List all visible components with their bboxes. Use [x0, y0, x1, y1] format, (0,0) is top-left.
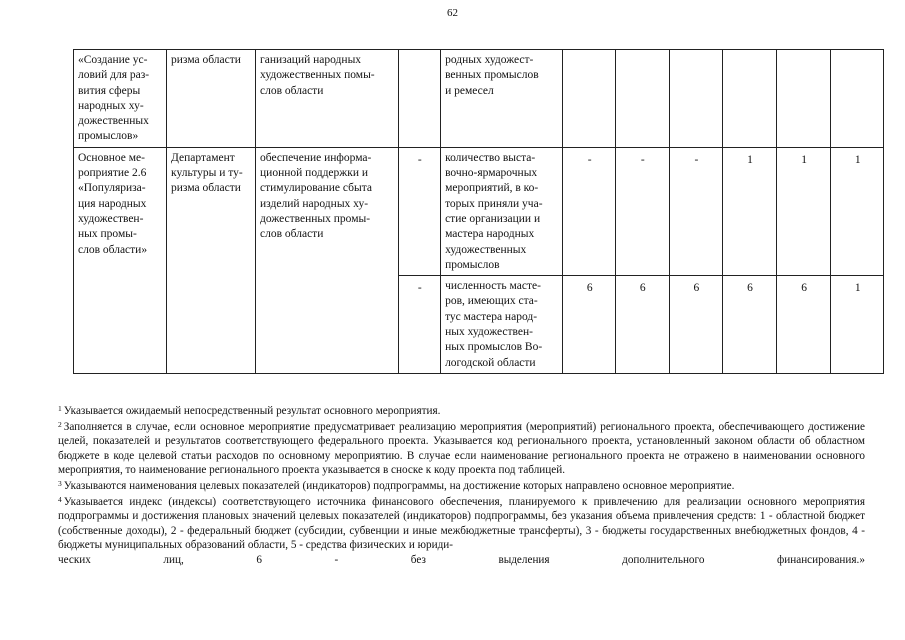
- cell-line: промыслов: [445, 258, 500, 271]
- word: дополнительного: [622, 553, 705, 566]
- result-cell: [256, 50, 399, 148]
- cell-line: ных промы-: [78, 228, 137, 241]
- value-cell: 1: [776, 147, 831, 275]
- cell-line: художественных помы-: [260, 69, 375, 82]
- value-cell: -: [616, 147, 670, 275]
- value-cell: [616, 50, 670, 148]
- cell-line: торых приняли уча-: [445, 197, 543, 210]
- measures-table: [73, 49, 884, 374]
- footnote-text: Заполняется в случае, если основное мероприятие предусматривает реализацию мероприятия (мероприятий) регионального проекта, обеспечивающего достижение целей, показателей и результатов соответствующего федерального проекта. Указывается код регионального проекта, установленный законом области об областном бюджете в коде целевой статьи расходов по основному мероприятию. В случае если наименование регионального проекта не отражено в наименовании основного мероприятия, то наименование регионального проекта указывается в сноске к коду проекта под таблицей.: [58, 420, 865, 477]
- footnote-text: Указывается индекс (индексы) соответствующего источника финансового обеспечения, планируемого к привлечению для реализации основного мероприятия подпрограммы и достижения плановых значений целевых показателей (индикаторов) подпрограммы, без указания объема привлечения средств: 1 - областной бюджет (собственные доходы), 2 - федеральный бюджет (субсидии, субвенции и иные межбюджетные трансферты), 3 - бюджеты государственных внебюджетных фондов, 4 - бюджеты муниципальных образований области, 5 - средства физических и юриди-: [58, 495, 865, 552]
- cell-line: художественных: [445, 243, 527, 256]
- value-cell: 1: [723, 147, 777, 275]
- cell-line: слов области: [260, 228, 324, 241]
- value-cell: [669, 50, 723, 148]
- cell-line: «Популяриза-: [78, 182, 146, 195]
- cell-line: дожественных промы-: [260, 212, 371, 225]
- footnote-text: Указываются наименования целевых показателей (индикаторов) подпрограммы, на достижение которых направлено основное мероприятие.: [63, 479, 735, 492]
- cell-line: Департамент: [171, 151, 235, 164]
- table-row-event-2-6: [74, 147, 884, 275]
- indicator-cell: [441, 147, 563, 275]
- cell-line: ционной поддержки и: [260, 167, 369, 180]
- word: выделения: [498, 553, 550, 566]
- word: без: [410, 553, 426, 566]
- cell-line: обеспечение информа-: [260, 151, 372, 164]
- cell-line: стие организации и: [445, 212, 541, 225]
- regional-project-cell: -: [398, 147, 440, 275]
- event-cell: [74, 147, 167, 373]
- cell-line: стимулирование сбыта: [260, 182, 372, 195]
- footnote-1: [58, 404, 865, 419]
- regional-project-cell: -: [398, 276, 440, 374]
- cell-line: и ремесел: [445, 84, 494, 97]
- word: ческих: [58, 553, 91, 566]
- cell-line: изделий народных ху-: [260, 197, 369, 210]
- regional-project-cell: [398, 50, 440, 148]
- footnote-3: [58, 479, 865, 494]
- indicator-cell: [441, 276, 563, 374]
- indicator-cell: [441, 50, 563, 148]
- cell-line: ция народных: [78, 197, 147, 210]
- event-cell: [74, 50, 167, 148]
- value-cell: -: [563, 147, 616, 275]
- cell-line: промыслов»: [78, 130, 139, 143]
- word: лиц,: [163, 553, 184, 566]
- cell-line: «Создание ус-: [78, 54, 148, 66]
- cell-line: ров, имеющих ста-: [445, 295, 538, 308]
- word: 6: [256, 553, 262, 566]
- value-cell: 6: [669, 276, 723, 374]
- cell-line: логодской области: [445, 356, 536, 369]
- footnote-mark: 2: [58, 419, 62, 429]
- cell-line: мероприятий, в ко-: [445, 182, 539, 195]
- cell-line: вочно-ярмарочных: [445, 167, 538, 180]
- footnote-mark: 4: [58, 494, 62, 504]
- value-cell: [563, 50, 616, 148]
- cell-line: культуры и ту-: [171, 167, 243, 180]
- value-cell: 6: [776, 276, 831, 374]
- cell-line: дожественных: [78, 115, 149, 128]
- cell-line: слов области: [260, 84, 324, 97]
- value-cell: [723, 50, 777, 148]
- value-cell: 1: [831, 147, 884, 275]
- cell-line: тус мастера народ-: [445, 310, 538, 323]
- cell-line: слов области»: [78, 243, 148, 256]
- value-cell: [831, 50, 884, 148]
- value-cell: [776, 50, 831, 148]
- value-cell: 6: [563, 276, 616, 374]
- cell-line: ных промыслов Во-: [445, 341, 543, 354]
- value-cell: 6: [723, 276, 777, 374]
- cell-line: мастера народных: [445, 228, 535, 241]
- cell-line: ловий для раз-: [78, 69, 150, 82]
- executor-cell: [167, 50, 256, 148]
- value-cell: 1: [831, 276, 884, 374]
- cell-line: ризма области: [171, 182, 241, 195]
- cell-line: народных ху-: [78, 99, 144, 112]
- table-row-continuation: [74, 50, 884, 148]
- footnote-2: [58, 420, 865, 478]
- cell-line: Основное ме-: [78, 151, 145, 164]
- footnote-text: Указывается ожидаемый непосредственный результат основного мероприятия.: [63, 405, 441, 417]
- value-cell: 6: [616, 276, 670, 374]
- cell-line: роприятие 2.6: [78, 167, 147, 180]
- footnotes: [58, 404, 865, 568]
- cell-line: ганизаций народных: [260, 54, 362, 66]
- footnote-4-last-line: [58, 553, 865, 568]
- word: финансирования.»: [777, 553, 865, 566]
- footnote-mark: 3: [58, 478, 62, 488]
- cell-line: ных художествен-: [445, 326, 533, 339]
- value-cell: -: [669, 147, 723, 275]
- cell-line: ризма области: [171, 54, 241, 66]
- footnote-mark: 1: [58, 404, 62, 413]
- result-cell: [256, 147, 399, 373]
- cell-line: художествен-: [78, 212, 144, 225]
- page-number: 62: [447, 7, 458, 19]
- cell-line: вития сферы: [78, 84, 141, 97]
- cell-line: венных промыслов: [445, 69, 539, 82]
- executor-cell: [167, 147, 256, 373]
- cell-line: численность масте-: [445, 280, 541, 293]
- word: -: [334, 553, 339, 566]
- footnote-4: [58, 495, 865, 553]
- cell-line: количество выста-: [445, 151, 536, 164]
- cell-line: родных художест-: [445, 54, 534, 66]
